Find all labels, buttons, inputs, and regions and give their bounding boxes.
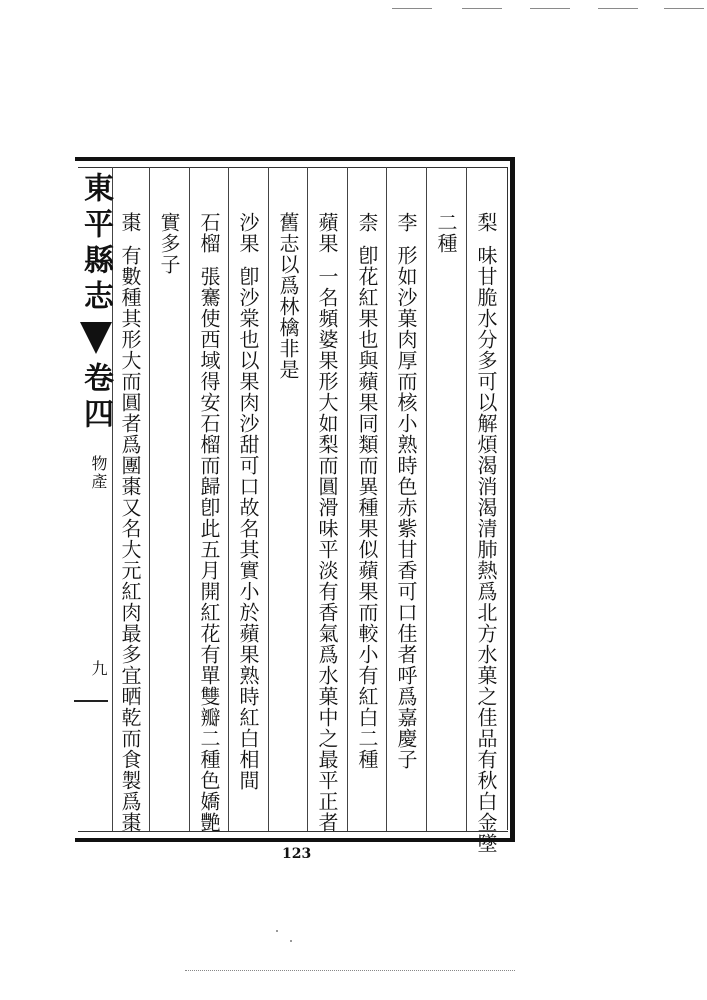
text-column — [154, 212, 184, 275]
volume-label: 卷四 — [78, 362, 113, 434]
column-divider — [149, 167, 150, 831]
text-column — [391, 212, 421, 770]
top-dash-mark — [530, 8, 570, 9]
entry-term: 石榴 — [197, 212, 221, 254]
text-column — [115, 212, 145, 833]
entry-text: 實多子 — [157, 212, 181, 275]
column-divider — [268, 167, 269, 831]
entry-text: 舊志以爲林檎非是 — [276, 212, 300, 380]
text-column — [471, 212, 501, 854]
entry-text: 二種 — [434, 212, 458, 254]
column-divider — [426, 167, 427, 831]
page-number: 123 — [282, 846, 312, 862]
section-label: 物產 — [89, 455, 108, 491]
text-column — [194, 212, 224, 833]
column-divider — [228, 167, 229, 831]
scan-speck — [290, 940, 292, 942]
entry-text: 卽沙棠也以果肉沙甜可口故名其實小於蘋果熟時紅白相間 — [236, 266, 260, 791]
entry-term: 柰 — [355, 212, 379, 233]
frame-rule — [507, 167, 508, 830]
entry-term: 沙果 — [236, 212, 260, 254]
frame-rule — [78, 167, 508, 168]
column-divider — [347, 167, 348, 831]
top-dash-mark — [598, 8, 638, 9]
column-divider — [307, 167, 308, 831]
top-dash-mark — [462, 8, 502, 9]
text-column — [273, 212, 303, 380]
top-dash-mark — [392, 8, 432, 9]
entry-term: 蘋果 — [315, 212, 339, 254]
entry-term: 李 — [394, 212, 418, 233]
entry-text: 有數種其形大而圓者爲團棗又名大元紅肉最多宜晒乾而食製爲棗 — [118, 245, 142, 833]
footer-rule — [185, 970, 515, 971]
text-column — [312, 212, 342, 833]
fishtail-mark — [80, 322, 112, 354]
entry-text: 形如沙菓肉厚而核小熟時色赤紫甘香可口佳者呼爲嘉慶子 — [394, 245, 418, 770]
text-column — [352, 212, 382, 770]
entry-text: 卽花紅果也與蘋果同類而異種果似蘋果而較小有紅白二種 — [355, 245, 379, 770]
column-divider — [189, 167, 190, 831]
page-leaf: 九 — [89, 660, 108, 676]
entry-text: 一名頻婆果形大如梨而圓滑味平淡有香氣爲水菓中之最平正者 — [315, 266, 339, 833]
top-dash-mark — [664, 8, 704, 9]
column-divider — [466, 167, 467, 831]
text-column — [233, 212, 263, 791]
entry-text: 張騫使西域得安石榴而歸卽此五月開紅花有單雙瓣二種色嬌艷 — [197, 266, 221, 833]
entry-term: 棗 — [118, 212, 142, 233]
running-head: 東平縣志 — [78, 172, 113, 316]
entry-term: 梨 — [474, 212, 498, 233]
column-divider — [386, 167, 387, 831]
text-column — [431, 212, 461, 254]
entry-text: 味甘脆水分多可以解煩渴消渴清肺熱爲北方水菓之佳品有秋白金墜 — [474, 245, 498, 854]
scan-speck — [276, 930, 278, 932]
margin-rule — [74, 700, 108, 702]
